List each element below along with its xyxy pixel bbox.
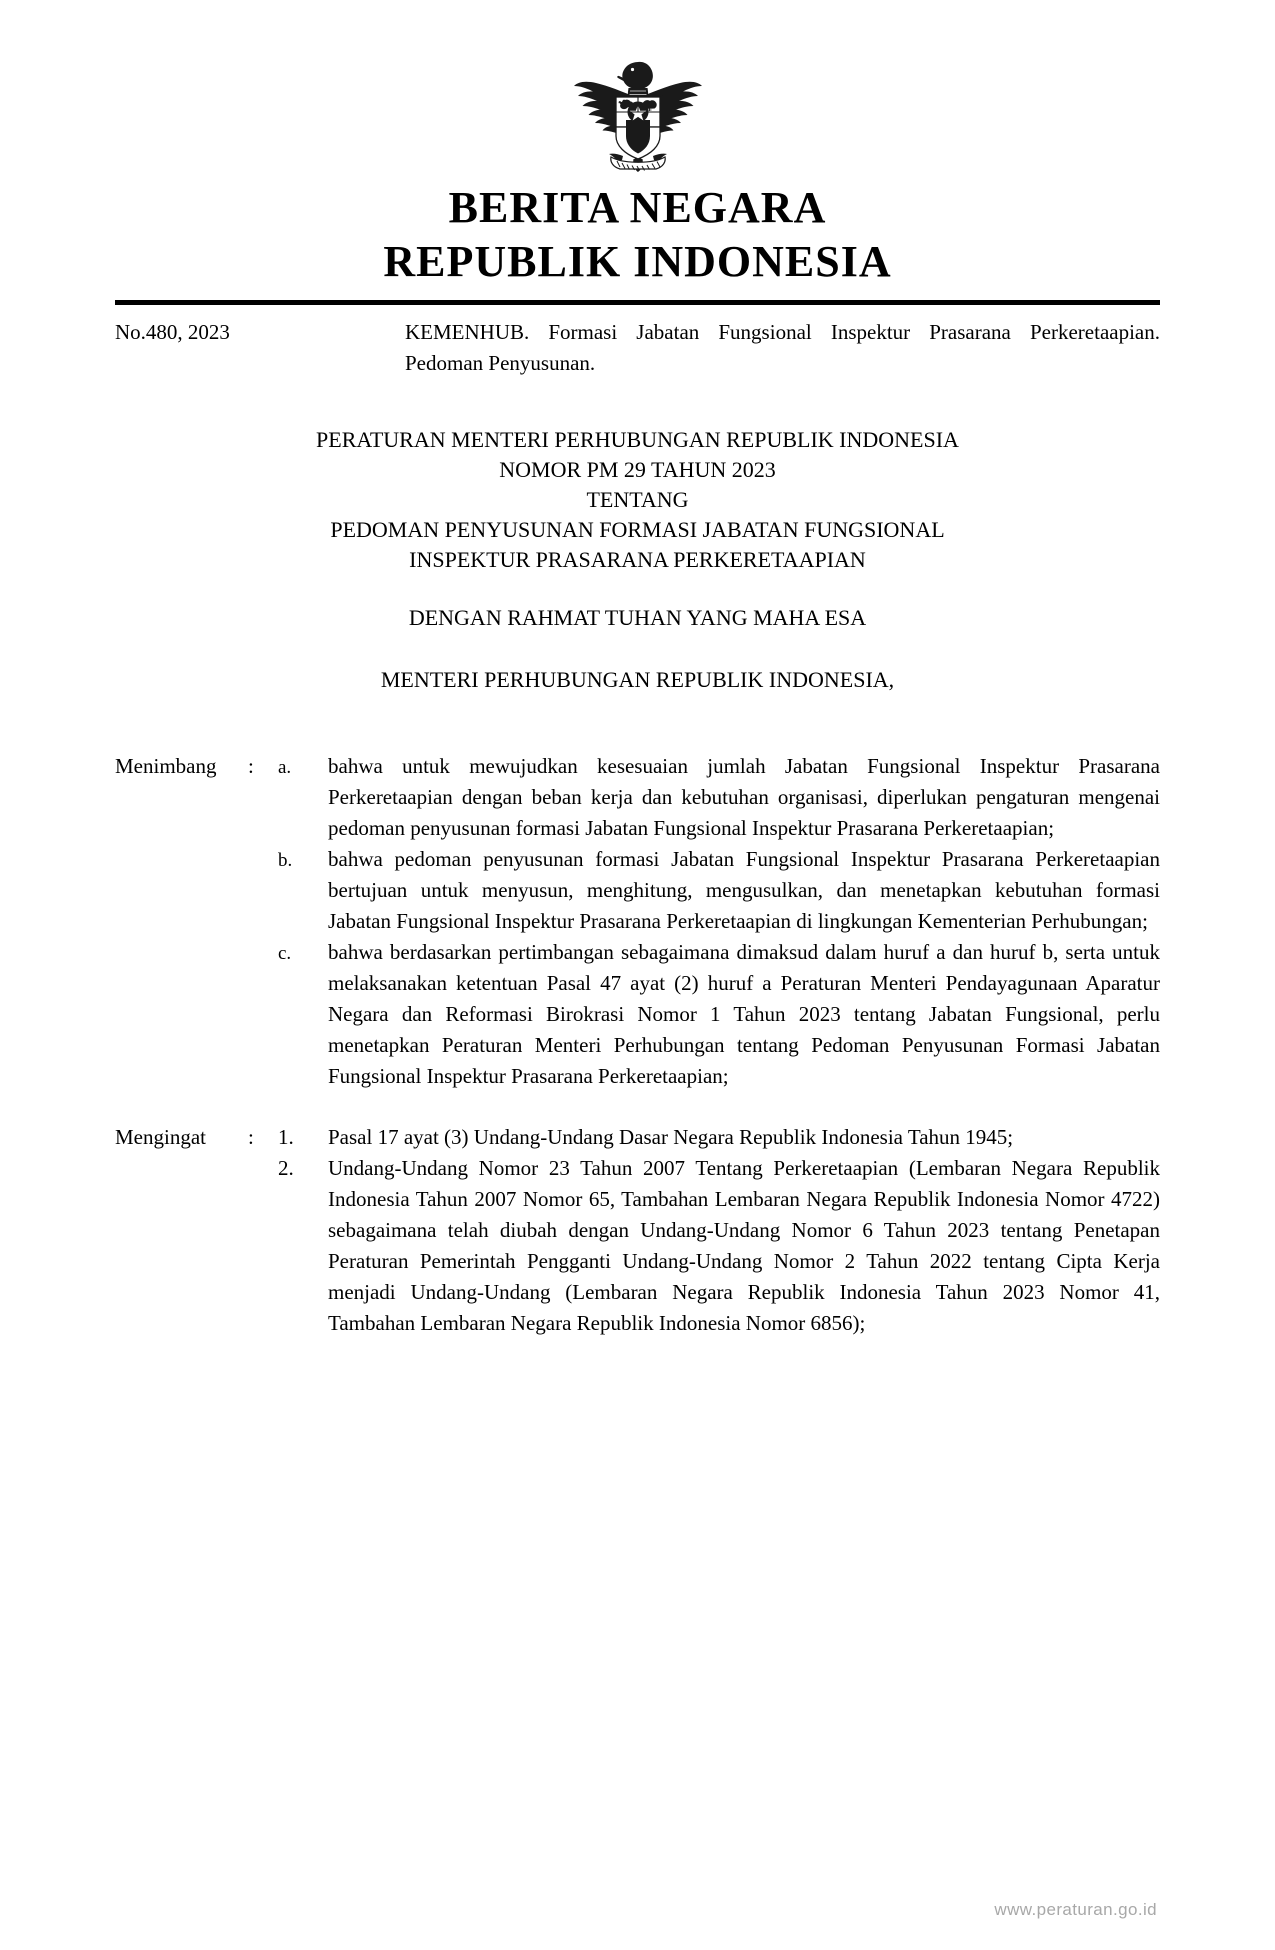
emblem-container (115, 0, 1160, 178)
clause-items-menimbang (278, 751, 1160, 1092)
clause-item (278, 844, 1160, 937)
clause-block-menimbang (115, 751, 1160, 1092)
clause-block-mengingat (115, 1122, 1160, 1339)
clause-item-text: Undang-Undang Nomor 23 Tahun 2007 Tentang Perkeretaapian (Lembaran Negara Republik Indonesia Tahun 2007 Nomor 65, Tambahan Lembaran Negara Republik Indonesia Nomor 4722) sebagaimana telah diubah dengan Undang-Undang Nomor 6 Tahun 2023 tentang Penetapan Peraturan Pemerintah Pengganti Undang-Undang Nomor 2 Tahun 2022 tentang Cipta Kerja menjadi Undang-Undang (Lembaran Negara Republik Indonesia Tahun 2023 Nomor 41, Tambahan Lembaran Negara Republik Indonesia Nomor 6856); (328, 1156, 1160, 1335)
clause-item (278, 751, 1160, 844)
masthead-divider-rule (115, 300, 1160, 305)
title-line-pedoman: PEDOMAN PENYUSUNAN FORMASI JABATAN FUNGSIONAL (330, 517, 945, 542)
title-line-nomor: NOMOR PM 29 TAHUN 2023 (499, 457, 776, 482)
clause-item-marker: b. (278, 850, 293, 871)
garuda-pancasila-emblem (563, 38, 713, 178)
masthead (115, 182, 1160, 288)
gazette-subject: KEMENHUB. Formasi Jabatan Fungsional Inspektur Prasarana Perkeretaapian. Pedoman Penyusunan. (405, 320, 1160, 375)
gazette-infobar (115, 317, 1160, 379)
clause-sections (115, 751, 1160, 1339)
masthead-line-berita-negara: BERITA NEGARA (448, 183, 827, 232)
gazette-issue-number: No.480, 2023 (115, 320, 230, 344)
clause-item-marker: 2. (278, 1156, 294, 1180)
title-line-inspektur: INSPEKTUR PRASARANA PERKERETAAPIAN (409, 547, 866, 572)
clause-item (278, 937, 1160, 1092)
clause-item-text: Pasal 17 ayat (3) Undang-Undang Dasar Negara Republik Indonesia Tahun 1945; (328, 1125, 1014, 1149)
clause-label-mengingat: Mengingat (115, 1125, 206, 1149)
clause-item-text: bahwa untuk mewujudkan kesesuaian jumlah Jabatan Fungsional Inspektur Prasarana Perkeretaapian dengan beban kerja dan kebutuhan organisasi, diperlukan pengaturan mengenai pedoman penyusunan formasi Jabatan Fungsional Inspektur Prasarana Perkeretaapian; (328, 754, 1160, 840)
title-spacer-one (115, 575, 1160, 603)
clause-colon-menimbang: : (248, 754, 254, 778)
clause-label-menimbang: Menimbang (115, 754, 217, 778)
clause-item (278, 1122, 1160, 1153)
clause-items-mengingat (278, 1122, 1160, 1339)
title-spacer-two (115, 633, 1160, 665)
clause-item-marker: a. (278, 757, 292, 778)
title-line-peraturan-menteri: PERATURAN MENTERI PERHUBUNGAN REPUBLIK INDONESIA (316, 427, 959, 452)
clause-colon-mengingat: : (248, 1125, 254, 1149)
footer-watermark: www.peraturan.go.id (994, 1900, 1157, 1919)
clause-item (278, 1153, 1160, 1339)
regulation-title-block (115, 425, 1160, 695)
clause-item-text: bahwa pedoman penyusunan formasi Jabatan Fungsional Inspektur Prasarana Perkeretaapian bertujuan untuk menyusun, menghitung, mengusulkan, dan menetapkan kebutuhan formasi Jabatan Fungsional Inspektur Prasarana Perkeretaapian di lingkungan Kementerian Perhubungan; (328, 847, 1160, 933)
title-line-tentang: TENTANG (586, 487, 689, 512)
clause-item-marker: c. (278, 943, 292, 964)
title-line-blessing: DENGAN RAHMAT TUHAN YANG MAHA ESA (408, 605, 867, 630)
title-line-authority: MENTERI PERHUBUNGAN REPUBLIK INDONESIA, (380, 667, 895, 692)
clause-item-marker: 1. (278, 1125, 294, 1149)
clause-item-text: bahwa berdasarkan pertimbangan sebagaimana dimaksud dalam huruf a dan huruf b, serta untuk melaksanakan ketentuan Pasal 47 ayat (2) huruf a Peraturan Menteri Pendayagunaan Aparatur Negara dan Reformasi Birokrasi Nomor 1 Tahun 2023 tentang Jabatan Fungsional, perlu menetapkan Peraturan Menteri Perhubungan tentang Pedoman Penyusunan Formasi Jabatan Fungsional Inspektur Prasarana Perkeretaapian; (328, 940, 1160, 1088)
masthead-line-republik-indonesia: REPUBLIK INDONESIA (383, 237, 892, 286)
